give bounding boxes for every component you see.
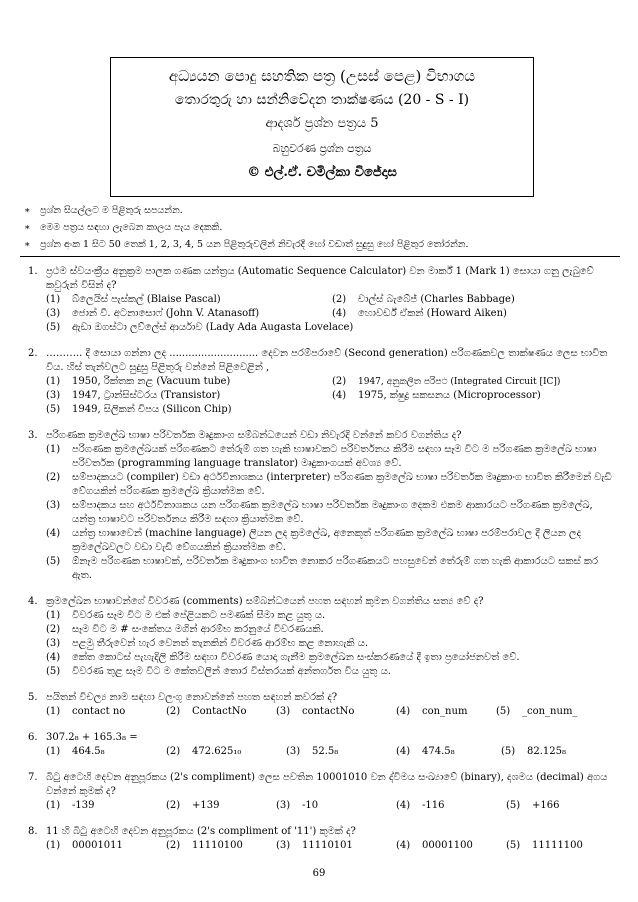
option-4[interactable]: (4) -116 <box>396 800 445 811</box>
question-text: 11 හි බිටු අටෙහි දෙවන අනුපූරකය (2's compliment of '11') කුමක් ද? <box>46 826 356 837</box>
option-5[interactable]: (5) 82.125₈ <box>501 746 566 757</box>
divider <box>20 256 620 257</box>
option-3[interactable]: (3) ජොන් වී. අටනාසොෆ් (John V. Atanasoff) <box>46 308 260 319</box>
question-number: 2. <box>28 348 38 359</box>
question-number: 1. <box>28 266 38 277</box>
asterisk-icon: ∗ <box>24 205 31 216</box>
question-text: 307.2₈ + 165.3₈ = <box>46 732 138 743</box>
option-2[interactable]: (2) චාල්ස් බැබේජ් (Charles Babbage) <box>332 294 515 305</box>
option-4[interactable]: (4) කේත කොටස් පැහැදිලි කිරීම සඳහා විවරණ යොදා ගැනීම ක්‍රමලේඛන සංස්කරණයේ දී ඉතා ප්‍රයෝජනවත් වේ. <box>46 652 520 663</box>
option-4[interactable]: (4) con_num <box>396 706 468 717</box>
instruction-item <box>24 219 619 236</box>
option-3[interactable]: (3) contactNo <box>276 706 355 717</box>
option-3[interactable]: (3) සම්පාදකය සහ අර්ථවිනාශකය යන පරිගණක ක්‍රමලේඛ භාෂා පරිවර්තක මෘදුකාංග දෙකම එකම ආකාරයට පරිගණක ක්‍රමලේඛ, යන්ත්‍ර භාෂාවට පරිවර්තනය කිරීම සඳහා ක්‍රියාත්මක වේ. <box>46 500 593 525</box>
asterisk-icon: ∗ <box>24 222 31 233</box>
question-2 <box>28 347 618 417</box>
subject-title: තොරතුරු හා සන්නිවේදන තාක්ෂණය (20 - S - I) <box>174 92 470 108</box>
option-3[interactable]: (3) පළමු තීරුවෙන් හැර වෙනත් තැනකින් විවරණ ආරම්භ කළ නොහැකි ය. <box>46 638 369 649</box>
option-3[interactable]: (3) -10 <box>276 800 319 811</box>
question-number: 6. <box>28 732 38 743</box>
option-4[interactable]: (4) යන්ත්‍ර භාෂාවෙන් (machine language) ලියන ලද ක්‍රමලේඛ, අනෙකුත් පරිගණක ක්‍රමලේඛ භාෂා පරම්පරාවල දී ලියන ලද ක්‍රමලේඛවලට වඩා වැඩි වේගයකින් ක්‍රියාත්මක වේ. <box>46 528 582 553</box>
option-1[interactable]: (1) contact no <box>46 706 126 717</box>
question-text: ……….. දී සොයා ගන්නා ලද ............................ දෙවන පරම්පරාවේ (Second generation) පරිගණකවල තාක්ෂණය ලෙස භාවිත විය. හිස් තැන්වලට සුදුසු පිළිතුරු වන්නේ පිළිවෙළින් , <box>46 348 608 373</box>
option-3[interactable]: (3) 11110101 <box>276 840 353 851</box>
option-5[interactable]: (5) +166 <box>506 800 560 811</box>
question-number: 5. <box>28 692 38 703</box>
option-1[interactable]: (1) 464.5₈ <box>46 746 105 757</box>
instructions <box>24 202 619 253</box>
question-text: ප්‍රථම ස්වයංක්‍රීය අනුක්‍රම පාලක ගණක යන්ත්‍රය (Automatic Sequence Calculator) වන මාර්ක් 1 (Mark 1) සොයා ගනු ලැබුවේ කවුරුන් විසින් ද? <box>46 266 594 291</box>
option-5[interactable]: (5) _con_num_ <box>496 706 578 717</box>
question-number: 8. <box>28 826 38 837</box>
instruction-item <box>24 236 619 253</box>
option-3[interactable]: (3) 52.5₈ <box>286 746 339 757</box>
question-list <box>28 265 618 865</box>
option-1[interactable]: (1) පරිගණක ක්‍රමලේඛයක් පරිගණකට තේරුම් ගත හැකි භාෂාවකට පරිවර්තනය කිරීම සඳහා සෑම විට ම පරිගණක ක්‍රමලේඛ භාෂා පරිවර්තක (programming language translator) මෘදුකාංගයක් අවශ්‍ය වේ. <box>46 444 597 469</box>
question-5 <box>28 691 618 719</box>
option-1[interactable]: (1) විවරණ සෑම විට ම එක් පේළියකට පමණක් සීමා කළ යුතු ය. <box>46 610 326 621</box>
instruction-text: මෙම පත්‍රය සඳහා ලැබෙන කාලය පැය දෙකකි. <box>40 222 223 233</box>
option-2[interactable]: (2) 1947, අනුකලිත පරිපථ (Integrated Circuit [IC]) <box>332 376 561 387</box>
option-5[interactable]: (5) 1949, සිලිකන් චිපය (Silicon Chip) <box>46 404 232 415</box>
option-1[interactable]: (1) බ්ලෙයිස් පැස්කල් (Blaise Pascal) <box>46 294 221 305</box>
question-7 <box>28 771 618 813</box>
option-2[interactable]: (2) සෑම විට ම # සංකේතය මගින් ආරම්භ කරනුයේ විවරණයකි. <box>46 624 324 635</box>
question-text: පයිතන් විචල්‍ය නාම සඳහා වලංගු නොවන්නේ පහත සඳහන් කවරක් ද? <box>46 692 338 703</box>
option-4[interactable]: (4) 00001100 <box>396 840 473 851</box>
option-1[interactable]: (1) 00001011 <box>46 840 123 851</box>
page-number: 69 <box>312 868 326 879</box>
option-4[interactable]: (4) 1975, ක්ෂුද්‍ර සකසනය (Microprocessor) <box>332 390 541 401</box>
option-3[interactable]: (3) 1947, ට්‍රාන්සිස්ටරය (Transistor) <box>46 390 221 401</box>
option-2[interactable]: (2) සම්පාදකයට (compiler) වඩා අර්ථවිනාශකය (interpreter) පරිගණක ක්‍රමලේඛ භාෂා පරිවර්තක මෘදුකාංග භාවිත කිරීමෙන් වැඩි වේගයකින් පරිගණක ක්‍රමලේඛ ක්‍රියාත්මක වේ. <box>46 472 612 497</box>
author-credit: © එල්.ඒ. චමිල්කා විජේදාස <box>247 165 397 180</box>
option-5[interactable]: (5) 11111100 <box>506 840 583 851</box>
option-5[interactable]: (5) ඇඩා ඔගස්ටා ලව්ලේස් ආර්යාව (Lady Ada Augasta Lovelace) <box>46 322 354 333</box>
option-2[interactable]: (2) 11110100 <box>166 840 243 851</box>
question-number: 7. <box>28 772 38 783</box>
option-2[interactable]: (2) ContactNo <box>166 706 247 717</box>
paper-type: බහුවරණ ප්‍රශ්න පත්‍රය <box>272 142 372 155</box>
option-1[interactable]: (1) 1950, රික්තක නළ (Vacuum tube) <box>46 376 231 387</box>
question-number: 4. <box>28 596 38 607</box>
question-number: 3. <box>28 430 38 441</box>
question-8 <box>28 825 618 853</box>
question-text: බිටු අටෙහි දෙවන අනුපූරකය (2's compliment) ලෙස පවතින 10001010 වන ද්විමය සංඛ්‍යාවේ (binary), දශමය (decimal) අගය වන්නේ කුමක් ද? <box>46 772 608 797</box>
question-text: ක්‍රමලේඛන භාෂාවන්ගේ විවරණ (comments) සම්බන්ධයෙන් පහත සඳහන් කුමන වගන්තිය සත්‍ය වේ ද? <box>46 596 484 607</box>
option-4[interactable]: (4) හොවර්ඩ් ඒකන් (Howard Aiken) <box>332 308 507 319</box>
option-5[interactable]: (5) ඕනෑම පරිගණක භාෂාවක්, පරිවර්තක මෘදුකාංග භාවිත නොකර පරිගණකයට පහසුවෙන් තේරුම් ගත හැකි ආකාරයට සකස් කර ඇත. <box>46 556 599 581</box>
instruction-item <box>24 202 619 219</box>
instruction-text: ප්‍රශ්න අංක 1 සිට 50 තෙක් 1, 2, 3, 4, 5 යන පිළිතුරුවලින් නිවැරදි හෝ වඩාත් සුදුසු හෝ පිළිතුර තෝරන්න. <box>40 239 469 250</box>
asterisk-icon: ∗ <box>24 239 31 250</box>
option-4[interactable]: (4) 474.5₈ <box>396 746 455 757</box>
option-1[interactable]: (1) -139 <box>46 800 95 811</box>
paper-title: ආදර්ශ ප්‍රශ්න පත්‍රය 5 <box>265 116 379 131</box>
question-6 <box>28 731 618 759</box>
question-3 <box>28 429 618 583</box>
question-4 <box>28 595 618 679</box>
option-2[interactable]: (2) +139 <box>166 800 220 811</box>
exam-header <box>110 57 534 197</box>
exam-title: අධ්‍යයන පොදු සහතික පත්‍ර (උසස් පෙළ) විභාගය <box>168 67 476 85</box>
instruction-text: ප්‍රශ්න සියල්ලට ම පිළිතුරු සපයන්න. <box>40 205 183 216</box>
option-5[interactable]: (5) විවරණ තුළ සෑම විට ම කේතවලින් තොර විස්තරයක් අන්තර්ගත විය යුතු ය. <box>46 666 391 677</box>
question-text: පරිගණක ක්‍රමලේඛ භාෂා පරිවර්තක මෘදුකාංග සම්බන්ධයෙන් වඩා නිවැරදි වන්නේ කවර වගන්තිය ද? <box>46 430 462 441</box>
question-1 <box>28 265 618 335</box>
option-2[interactable]: (2) 472.625₁₀ <box>166 746 242 757</box>
